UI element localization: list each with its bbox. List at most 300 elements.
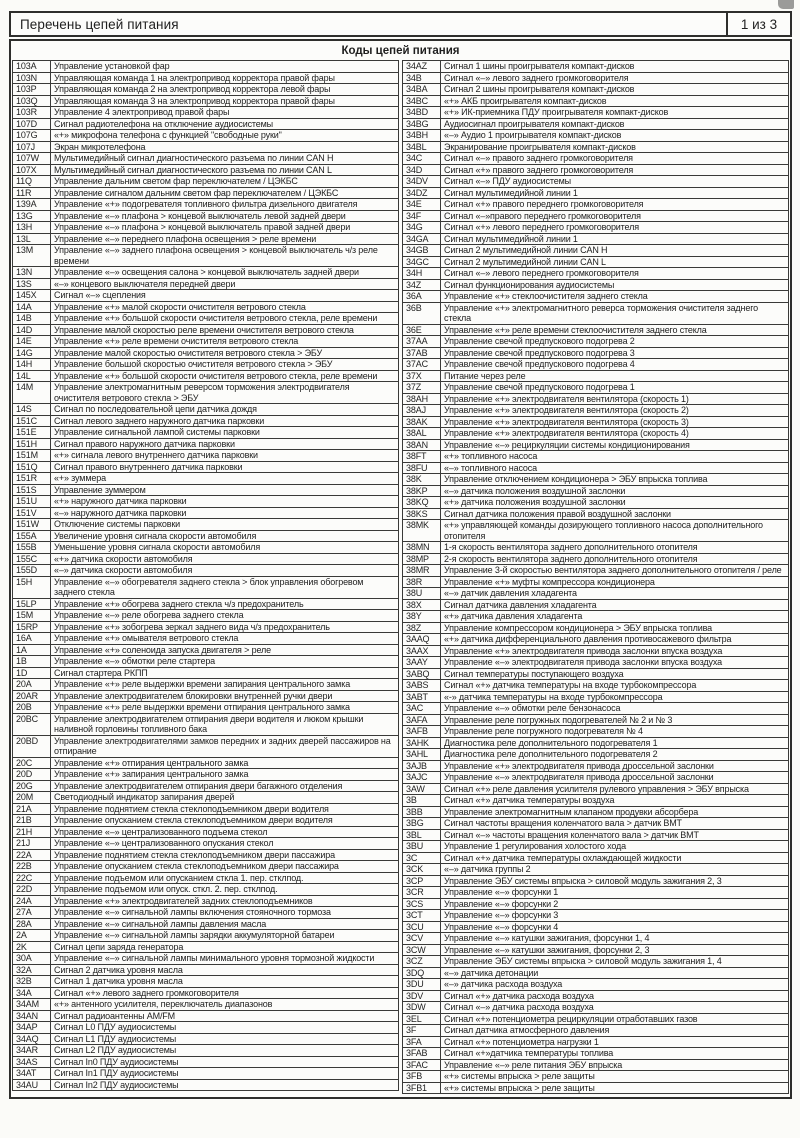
circuit-code: 34DZ [403,187,441,199]
table-row [403,956,789,968]
table-row [403,818,789,830]
circuit-code: 38X [403,599,441,611]
circuit-codes-box [9,39,792,1099]
table-row [13,473,399,485]
circuit-description: Сигнал L1 ПДУ аудиосистемы [51,1033,399,1045]
circuit-code: 3CZ [403,956,441,968]
circuit-description: «+» наружного датчика парковки [51,496,399,508]
table-row [403,657,789,669]
scan-artifact [778,0,794,9]
circuit-description: Управление «–» форсунки 4 [441,921,789,933]
table-row [403,405,789,417]
circuit-code: 3FB1 [403,1082,441,1094]
circuit-code: 14S [13,404,51,416]
table-row [13,976,399,988]
circuit-description: Сигнал «+» датчика температуры охлаждающей жидкости [441,852,789,864]
table-row [403,944,789,956]
circuit-description: Управляющая команда 1 на электропривод корректора правой фары [51,72,399,84]
table-row [403,233,789,245]
circuit-description: Управление свечой предпускового подогрева 4 [441,359,789,371]
circuit-description: Управление «–» катушки зажигания, форсунки 2, 3 [441,944,789,956]
circuit-description: Диагностика реле дополнительного подогревателя 2 [441,749,789,761]
circuit-code: 107X [13,164,51,176]
table-row [13,690,399,702]
circuit-code: 34AS [13,1056,51,1068]
circuit-code: 3CT [403,910,441,922]
circuit-description: Управление «–» электродвигателя привода дроссельной заслонки [441,772,789,784]
circuit-description: 2-я скорость вентилятора заднего дополнительного отопителя [441,553,789,565]
circuit-description: Управление большой скоростью очистителя ветрового стекла > ЭБУ [51,359,399,371]
table-row [403,520,789,542]
table-row [13,1056,399,1068]
table-row [403,622,789,634]
circuit-code: 20C [13,757,51,769]
circuit-description: Управление «–» реле питания ЭБУ впрыска [441,1059,789,1071]
circuit-code: 20G [13,780,51,792]
circuit-code: 3CK [403,864,441,876]
circuit-description: Управление сигналом дальним светом фар переключателем / ЦЭКБС [51,187,399,199]
circuit-description: Управление 1 регулирования холостого хода [441,841,789,853]
table-row [13,803,399,815]
table-row [13,461,399,473]
table-row [13,644,399,656]
circuit-code: 1A [13,644,51,656]
table-row [13,918,399,930]
table-row [13,519,399,531]
circuit-code: 34B [403,72,441,84]
circuit-description: Сигнал правого внутреннего датчика парковки [51,461,399,473]
table-row [13,1022,399,1034]
circuit-description: Управление «+» омывателя ветрового стекла [51,633,399,645]
table-row [403,164,789,176]
circuit-description: Сигнал температуры поступающего воздуха [441,668,789,680]
circuit-code: 22C [13,872,51,884]
circuit-code: 13S [13,278,51,290]
circuit-code: 38R [403,576,441,588]
circuit-description: Управление «–» электродвигателя привода заслонки впуска воздуха [441,657,789,669]
table-row [403,382,789,394]
circuit-code: 34H [403,268,441,280]
table-row [13,930,399,942]
circuit-description: «+» топливного насоса [441,451,789,463]
circuit-code: 15RP [13,621,51,633]
circuit-code: 20B [13,702,51,714]
table-row [13,1045,399,1057]
circuit-description: «+» датчика положения воздушной заслонки [441,497,789,509]
circuit-description: Сигнал 2 шины проигрывателя компакт-дисков [441,84,789,96]
circuit-code: 34AR [13,1045,51,1057]
circuit-code: 34GA [403,233,441,245]
circuit-code: 145X [13,290,51,302]
circuit-description: Управление «+» отпирания центрального замка [51,757,399,769]
circuit-code: 3AHL [403,749,441,761]
circuit-code: 151S [13,484,51,496]
circuit-description: Сигнал «–»правого переднего громкоговорителя [441,210,789,222]
circuit-code: 14G [13,347,51,359]
table-row [403,1013,789,1025]
circuit-description: Управление подъемом или опуск. сткл. 2. пер. стклпод. [51,884,399,896]
circuit-description: Сигнал «–» левого переднего громкоговорителя [441,268,789,280]
circuit-code: 34BC [403,95,441,107]
circuit-code: 38AJ [403,405,441,417]
circuit-description: «–» датчик давления хладагента [441,588,789,600]
table-row [13,210,399,222]
circuit-description: Управление «–» форсунки 3 [441,910,789,922]
circuit-description: Управление ЭБУ системы впрыска > силовой модуль зажигания 1, 4 [441,956,789,968]
circuit-code: 3AHK [403,737,441,749]
circuit-code: 151C [13,415,51,427]
circuit-description: Сигнал 1 датчика уровня масла [51,976,399,988]
table-row [403,806,789,818]
table-row [13,964,399,976]
circuit-description: Сигнал «+» реле давления усилителя рулевого управления > ЭБУ впрыска [441,783,789,795]
circuit-description: Управление «–» обмотки реле стартера [51,656,399,668]
table-row [13,61,399,73]
table-row [13,553,399,565]
table-row [403,875,789,887]
table-row [13,610,399,622]
circuit-description: Управление малой скоростью очистителя ветрового стекла > ЭБУ [51,347,399,359]
circuit-description: Управление «–» централизованного подъема стекол [51,826,399,838]
table-row [13,153,399,165]
table-row [13,267,399,279]
circuit-description: Сигнал «+»датчика температуры топлива [441,1048,789,1060]
circuit-description: Сигнал In2 ПДУ аудиосистемы [51,1079,399,1091]
circuit-code: 3CP [403,875,441,887]
circuit-description: Управление подъемом или опусканием сткла 1. пер. стклпод. [51,872,399,884]
circuit-code: 24A [13,895,51,907]
table-row [403,291,789,303]
table-row [403,1025,789,1037]
circuit-description: Управление «–» заднего плафона освещения > концевой выключатель ч/з реле времени [51,245,399,267]
circuit-description: Управление свечой предпускового подогрева 2 [441,336,789,348]
table-row [13,278,399,290]
circuit-description: Диагностика реле дополнительного подогревателя 1 [441,737,789,749]
circuit-code: 139A [13,199,51,211]
circuit-description: Управление отключением кондиционера > ЭБУ впрыска топлива [441,474,789,486]
table-row [403,324,789,336]
circuit-description: Управление дальним светом фар переключателем / ЦЭКБС [51,176,399,188]
circuit-description: Управление свечой предпускового подогрева 3 [441,347,789,359]
table-row [13,118,399,130]
circuit-code: 151E [13,427,51,439]
circuit-description: «+» микрофона телефона с функцией "свободные руки" [51,130,399,142]
circuit-description: Сигнал «+» левого заднего громкоговорителя [51,987,399,999]
table-row [13,1068,399,1080]
circuit-description: Сигнал датчика положения правой воздушной заслонки [441,508,789,520]
table-row [403,1059,789,1071]
circuit-description: Управление «+» запирания центрального замка [51,769,399,781]
circuit-code: 11Q [13,176,51,188]
table-row [13,884,399,896]
table-row [13,769,399,781]
two-column-layout [12,60,789,1094]
table-row [403,462,789,474]
circuit-code: 20M [13,792,51,804]
circuit-code: 34BD [403,107,441,119]
circuit-code: 13G [13,210,51,222]
table-row [403,336,789,348]
circuit-code: 3AFB [403,726,441,738]
table-row [403,210,789,222]
circuit-code: 38Z [403,622,441,634]
circuit-code: 14A [13,301,51,313]
table-row [403,84,789,96]
table-row [13,702,399,714]
table-row [403,645,789,657]
table-row [403,1036,789,1048]
circuit-description: Сигнал «+» потенциометра нагрузки 1 [441,1036,789,1048]
circuit-description: Сигнал L2 ПДУ аудиосистемы [51,1045,399,1057]
table-row [403,130,789,142]
circuit-code: 38MK [403,520,441,542]
circuit-description: Сигнал «–» датчика расхода воздуха [441,1002,789,1014]
circuit-description: Управление «–» обмотки реле бензонасоса [441,703,789,715]
circuit-code: 3DW [403,1002,441,1014]
circuit-code: 37AB [403,347,441,359]
circuit-description: «-» датчика температуры на входе турбокомпрессора [441,691,789,703]
circuit-code: 22A [13,849,51,861]
circuit-code: 151Q [13,461,51,473]
table-row [13,987,399,999]
table-row [13,792,399,804]
circuit-description: Управление опусканием стекла стеклоподъемником двери пассажира [51,861,399,873]
circuit-code: 34AQ [13,1033,51,1045]
circuit-description: Управление электродвигателями замков передних и задних дверей пассажиров на отпирание [51,735,399,757]
circuit-code: 34AT [13,1068,51,1080]
table-row [13,598,399,610]
circuit-description: Управление «+» обогрева заднего стекла ч/з предохранитель [51,598,399,610]
circuit-description: Управление «+» соленоида запуска двигателя > реле [51,644,399,656]
circuit-code: 34AU [13,1079,51,1091]
table-row [403,302,789,324]
circuit-code: 155A [13,530,51,542]
circuit-code: 3CR [403,887,441,899]
circuit-code: 34F [403,210,441,222]
circuit-description: Сигнал 2 датчика уровня масла [51,964,399,976]
table-row [13,72,399,84]
circuit-code: 38KS [403,508,441,520]
circuit-description: Управление 3-й скоростью вентилятора заднего дополнительного отопителя / реле [441,565,789,577]
circuit-description: Управление компрессором кондиционера > ЭБУ впрыска топлива [441,622,789,634]
circuit-description: «–» датчика расхода воздуха [441,979,789,991]
circuit-description: Сигнал цепи заряда генератора [51,941,399,953]
circuit-description: Управление свечой предпускового подогрева 1 [441,382,789,394]
table-row [13,1010,399,1022]
circuit-code: 3ABT [403,691,441,703]
circuit-code: 38MR [403,565,441,577]
circuit-description: Сигнал «–» сцепления [51,290,399,302]
table-row [13,187,399,199]
circuit-code: 20BC [13,713,51,735]
table-row [13,780,399,792]
table-row [13,222,399,234]
circuit-code: 37X [403,370,441,382]
table-row [403,279,789,291]
table-row [403,497,789,509]
circuit-code: 36A [403,291,441,303]
document-titlebar [9,11,792,37]
circuit-code: 3F [403,1025,441,1037]
circuit-code: 38AL [403,428,441,440]
circuit-description: «+» системы впрыска > реле защиты [441,1082,789,1094]
circuit-code: 103A [13,61,51,73]
table-row [403,599,789,611]
table-row [403,829,789,841]
table-row [13,999,399,1011]
circuit-code: 34AN [13,1010,51,1022]
table-row [403,187,789,199]
circuit-code: 3AAQ [403,634,441,646]
circuit-description: Управление «+» электродвигателя привода заслонки впуска воздуха [441,645,789,657]
circuit-description: Управление «+» электродвигателя вентилятора (скорость 1) [441,393,789,405]
circuit-code: 107J [13,141,51,153]
circuit-description: Управление «+» реле выдержки времени отпирания центрального замка [51,702,399,714]
circuit-code: 11R [13,187,51,199]
circuit-description: Сигнал «+» потенциометра рециркуляции отработавших газов [441,1013,789,1025]
table-row [403,428,789,440]
circuit-description: Управление «–» катушки зажигания, форсунки 1, 4 [441,933,789,945]
table-row [403,474,789,486]
circuit-description: Управление «–» освещения салона > концевой выключатель задней двери [51,267,399,279]
table-row [403,565,789,577]
table-row [403,1002,789,1014]
circuit-description: 1-я скорость вентилятора заднего дополнительного отопителя [441,542,789,554]
circuit-description: Управление «+» электромагнитного реверса торможения очистителя заднего стекла [441,302,789,324]
circuit-description: Управление «–» плафона > концевой выключатель левой задней двери [51,210,399,222]
circuit-code: 3EL [403,1013,441,1025]
circuit-code: 3BB [403,806,441,818]
circuit-code: 3BL [403,829,441,841]
circuit-description: Сигнал «–» частоты вращения коленчатого вала > датчик ВМТ [441,829,789,841]
table-row [403,508,789,520]
table-row [13,1079,399,1091]
table-row [403,967,789,979]
circuit-description: Управление поднятием стекла стеклоподъемником двери пассажира [51,849,399,861]
circuit-description: Управление «+» электродвигателя вентилятора (скорость 2) [441,405,789,417]
circuit-description: Управление «–» обогревателя заднего стекла > блок управления обогревом заднего стекла [51,576,399,598]
table-row [403,611,789,623]
table-row [403,95,789,107]
circuit-description: Сигнал мультимедийной линии 1 [441,187,789,199]
table-row [403,703,789,715]
table-row [13,313,399,325]
table-row [403,576,789,588]
table-row [403,393,789,405]
table-row [403,118,789,130]
table-row [403,634,789,646]
circuit-code: 34E [403,199,441,211]
circuit-description: Управляющая команда 2 на электропривод корректора левой фары [51,84,399,96]
table-row [13,245,399,267]
circuit-code: 14H [13,359,51,371]
table-row [403,256,789,268]
circuit-code: 3FAC [403,1059,441,1071]
circuit-description: «+» управляющей команды дозирующего топливного насоса дополнительного отопителя [441,520,789,542]
circuit-code: 151H [13,438,51,450]
circuit-code: 30A [13,953,51,965]
circuit-codes-table-right [402,60,789,1094]
circuit-description: «–» датчика положения воздушной заслонки [441,485,789,497]
circuit-code: 34AM [13,999,51,1011]
table-row [13,735,399,757]
circuit-code: 36E [403,324,441,336]
circuit-description: Отключение системы парковки [51,519,399,531]
circuit-code: 3AC [403,703,441,715]
circuit-code: 3ABQ [403,668,441,680]
table-row [403,1082,789,1094]
circuit-code: 21A [13,803,51,815]
circuit-description: «+» датчика скорости автомобиля [51,553,399,565]
table-row [403,737,789,749]
circuit-description: Питание через реле [441,370,789,382]
circuit-description: «+» системы впрыска > реле защиты [441,1071,789,1083]
circuit-description: Управление «+» большой скорости очистителя ветрового стекла, реле времени [51,313,399,325]
table-row [13,438,399,450]
table-row [13,290,399,302]
circuit-description: Управление «–» сигнальной лампы включения стояночного тормоза [51,907,399,919]
circuit-description: Сигнал по последовательной цепи датчика дождя [51,404,399,416]
circuit-code: 32B [13,976,51,988]
table-row [13,141,399,153]
circuit-code: 103N [13,72,51,84]
table-row [13,907,399,919]
circuit-code: 22D [13,884,51,896]
circuit-code: 37AC [403,359,441,371]
circuit-code: 34GC [403,256,441,268]
circuit-code: 3BU [403,841,441,853]
table-row [403,990,789,1002]
circuit-codes-table-left [12,60,399,1091]
circuit-code: 155C [13,553,51,565]
table-row [13,953,399,965]
circuit-code: 151W [13,519,51,531]
section-title: Коды цепей питания [341,45,460,57]
table-row [13,826,399,838]
circuit-code: 3FAB [403,1048,441,1060]
table-row [403,714,789,726]
circuit-description: Сигнал 2 мультимедийной линии CAN L [441,256,789,268]
table-row [403,783,789,795]
table-row [13,757,399,769]
circuit-code: 34C [403,153,441,165]
circuit-code: 107D [13,118,51,130]
table-row [13,404,399,416]
circuit-description: «–» датчика группы 2 [441,864,789,876]
table-row [13,941,399,953]
table-row [13,815,399,827]
table-row [13,107,399,119]
circuit-code: 151V [13,507,51,519]
table-row [13,679,399,691]
circuit-description: Сигнал радиоантенны AM/FM [51,1010,399,1022]
circuit-description: Сигнал «+» датчика температуры на входе турбокомпрессора [441,680,789,692]
circuit-description: Управление поднятием стекла стеклоподъемником двери водителя [51,803,399,815]
circuit-code: 1D [13,667,51,679]
circuit-code: 34AZ [403,61,441,73]
circuit-description: Управляющая команда 3 на электропривод корректора правой фары [51,95,399,107]
circuit-description: Управление «–» рециркуляции системы кондиционирования [441,439,789,451]
circuit-description: «–» концевого выключателя передней двери [51,278,399,290]
table-row [403,370,789,382]
table-row [13,656,399,668]
table-row [13,84,399,96]
circuit-code: 155D [13,565,51,577]
table-row [13,496,399,508]
circuit-description: Управление «–» централизованного опускания стекол [51,838,399,850]
circuit-code: 38MP [403,553,441,565]
circuit-description: Сигнал «–» левого заднего громкоговорителя [441,72,789,84]
